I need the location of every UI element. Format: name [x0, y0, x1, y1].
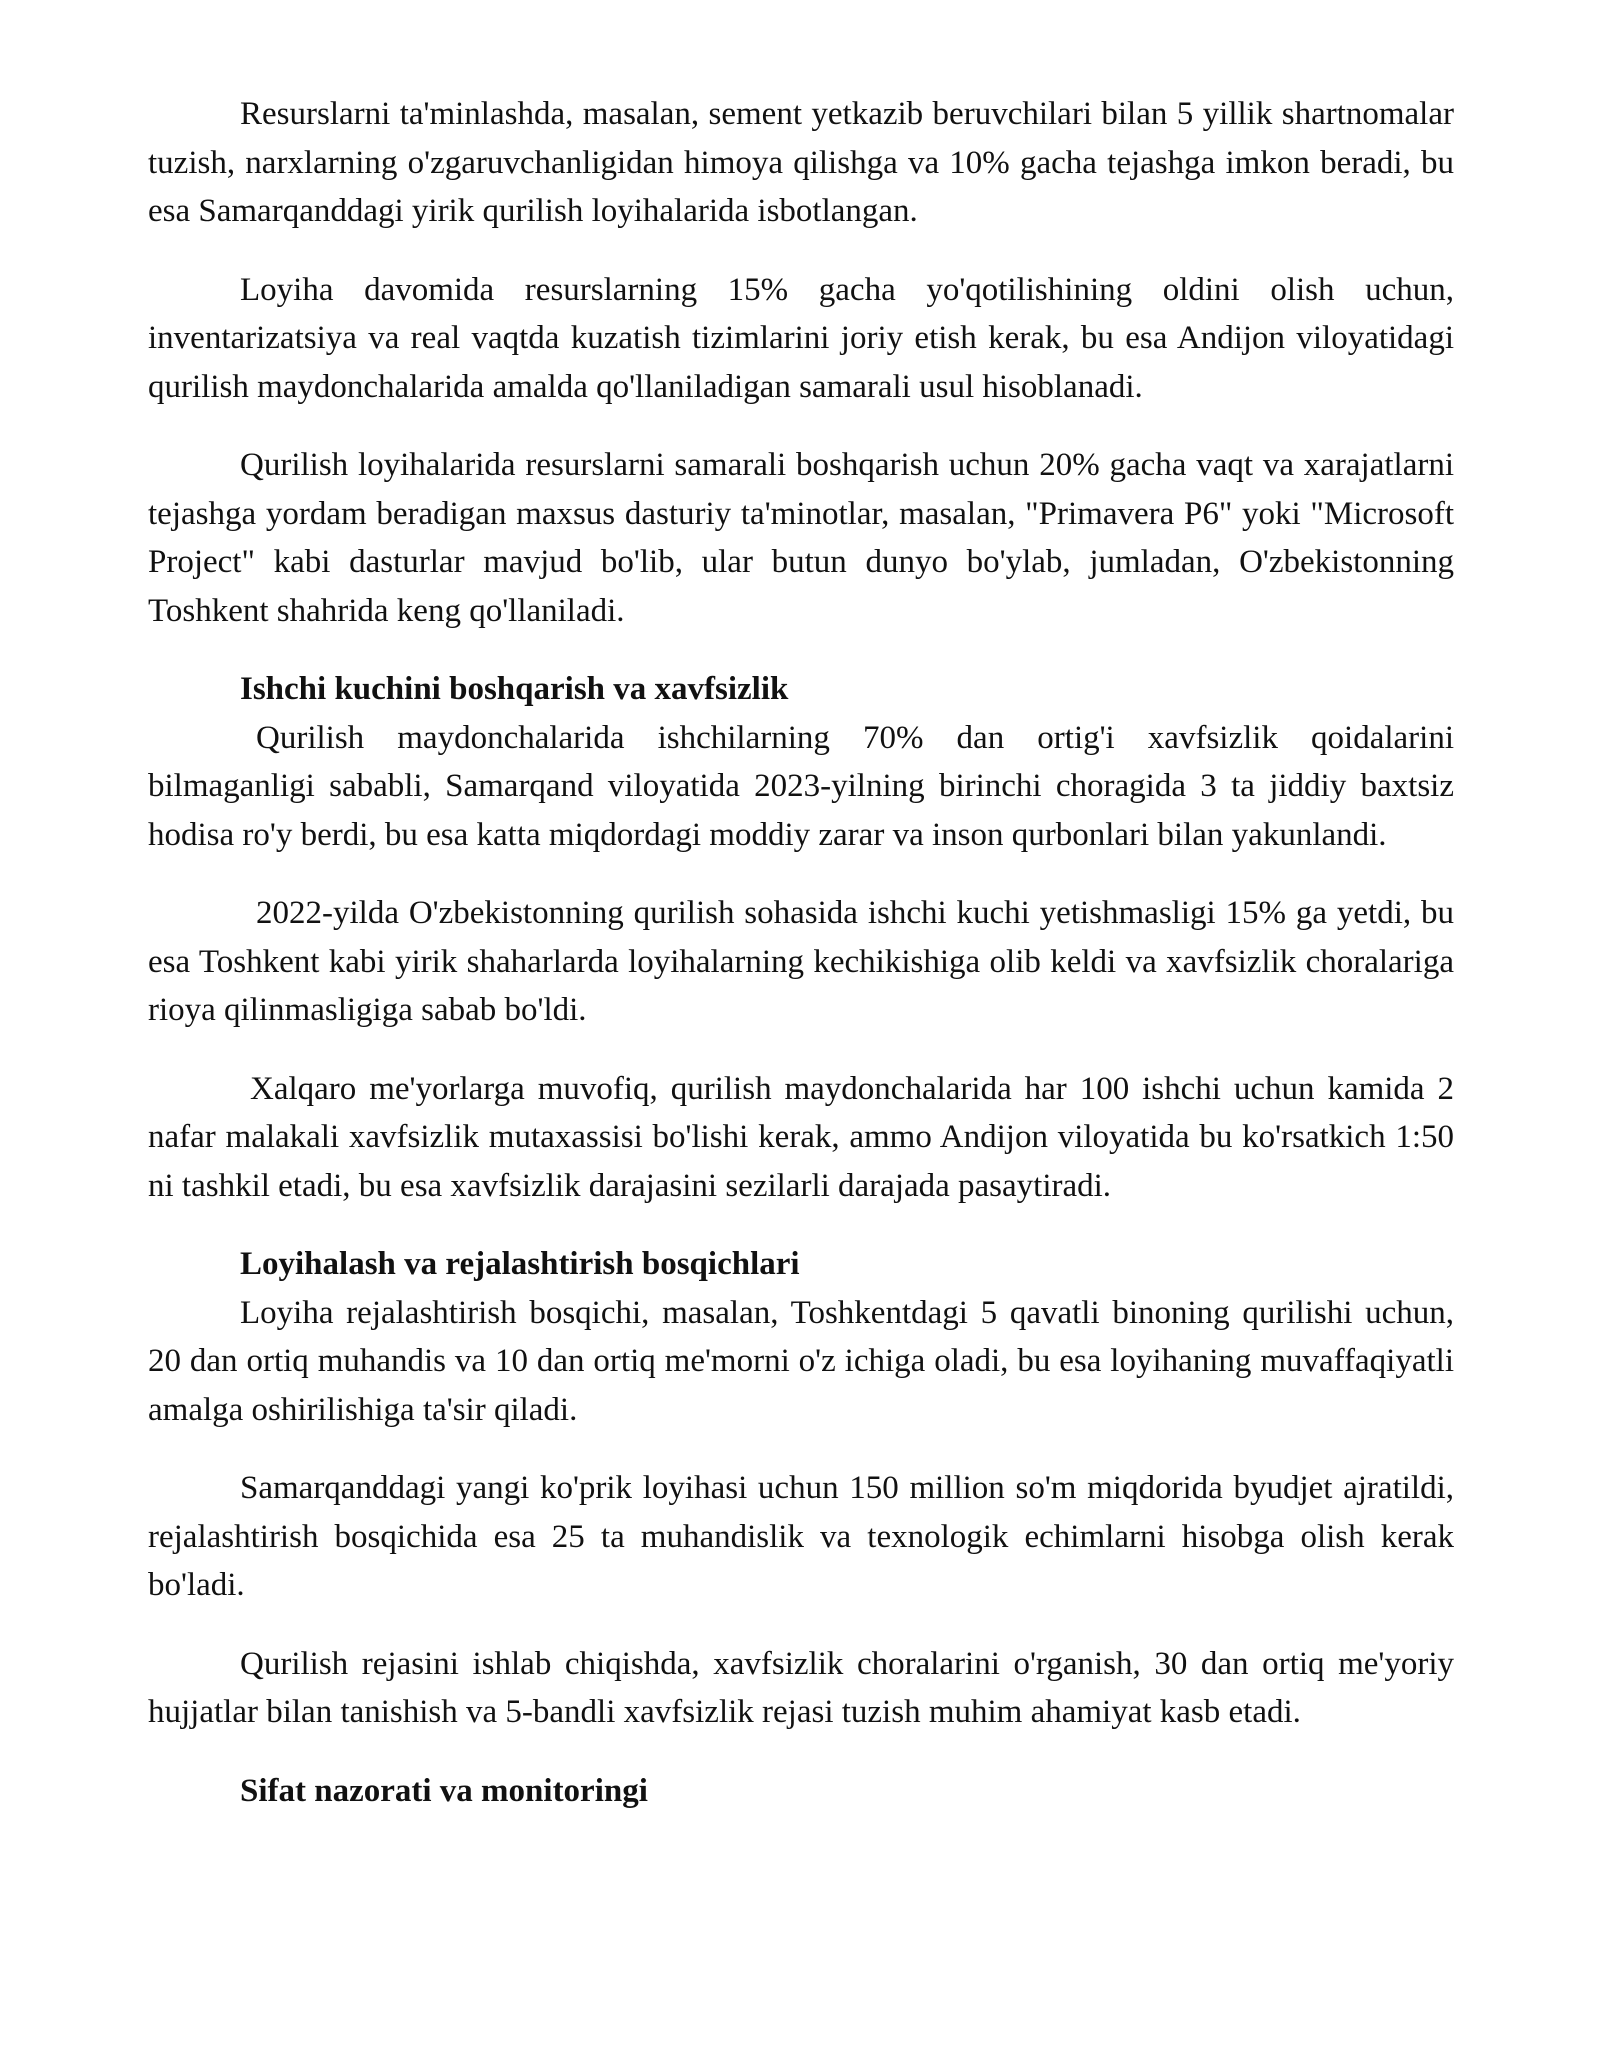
section-heading-workforce-safety: Ishchi kuchini boshqarish va xavfsizlik: [240, 671, 789, 707]
paragraph-resource-losses: Loyiha davomida resurslarning 15% gacha yo'qotilishining oldini olish uchun, inventarizatsiya va real vaqtda kuzatish tizimlarini joriy etish kerak, bu esa Andijon viloyatidagi qurilish maydonchalarida amalda qo'llaniladigan samarali usul hisoblanadi.: [148, 271, 1454, 405]
paragraph-safety-incidents: Qurilish maydonchalarida ishchilarning 70% dan ortig'i xavfsizlik qoidalarini bilmaganligi sababli, Samarqand viloyatida 2023-yilning birinchi choragida 3 ta jiddiy baxtsiz hodisa ro'y berdi, bu esa katta miqdordagi moddiy zarar va inson qurbonlari bilan yakunlandi.: [148, 719, 1454, 853]
paragraph-safety-standards: Xalqaro me'yorlarga muvofiq, qurilish maydonchalarida har 100 ishchi uchun kamida 2 nafar malakali xavfsizlik mutaxassisi bo'lishi kerak, ammo Andijon viloyatida bu ko'rsatkich 1:50 ni tashkil etadi, bu esa xavfsizlik darajasini sezilarli darajada pasaytiradi.: [148, 1070, 1454, 1204]
section-heading-design-planning: Loyihalash va rejalashtirish bosqichlari: [240, 1246, 800, 1282]
paragraph-bridge-budget: Samarqanddagi yangi ko'prik loyihasi uchun 150 million so'm miqdorida byudjet ajratildi, rejalashtirish bosqichida esa 25 ta muhandislik va texnologik echimlarni hisobga olish kerak bo'ladi.: [148, 1470, 1454, 1603]
section-heading-quality-control: Sifat nazorati va monitoringi: [240, 1772, 648, 1809]
paragraph-planning-stage: Loyiha rejalashtirish bosqichi, masalan, Toshkentdagi 5 qavatli binoning qurilishi uchun, 20 dan ortiq muhandis va 10 dan ortiq me'morni o'z ichiga oladi, bu esa loyihaning muvaffaqiyatli amalga oshirilishiga ta'sir qiladi.: [148, 1294, 1454, 1428]
paragraph-resource-contracts: Resurslarni ta'minlashda, masalan, sement yetkazib beruvchilari bilan 5 yillik shartnomalar tuzish, narxlarning o'zgaruvchanligidan himoya qilishga va 10% gacha tejashga imkon beradi, bu esa Samarqanddagi yirik qurilish loyihalarida isbotlangan.: [148, 96, 1454, 229]
paragraph-software: Qurilish loyihalarida resurslarni samarali boshqarish uchun 20% gacha vaqt va xarajatlarni tejashga yordam beradigan maxsus dasturiy ta'minotlar, masalan, "Primavera P6" yoki "Microsoft Project" kabi dasturlar mavjud bo'lib, ular butun dunyo bo'ylab, jumladan, O'zbekistonning Toshkent shahrida keng qo'llaniladi.: [148, 447, 1454, 629]
document-page: [148, 90, 1454, 1815]
paragraph-construction-plan: Qurilish rejasini ishlab chiqishda, xavfsizlik choralarini o'rganish, 30 dan ortiq me'yoriy hujjatlar bilan tanishish va 5-bandli xavfsizlik rejasi tuzish muhim ahamiyat kasb etadi.: [148, 1645, 1454, 1730]
paragraph-labor-shortage: 2022-yilda O'zbekistonning qurilish sohasida ishchi kuchi yetishmasligi 15% ga yetdi, bu esa Toshkent kabi yirik shaharlarda loyihalarning kechikishiga olib keldi va xavfsizlik choralariga rioya qilinmasligiga sabab bo'ldi.: [148, 895, 1454, 1028]
